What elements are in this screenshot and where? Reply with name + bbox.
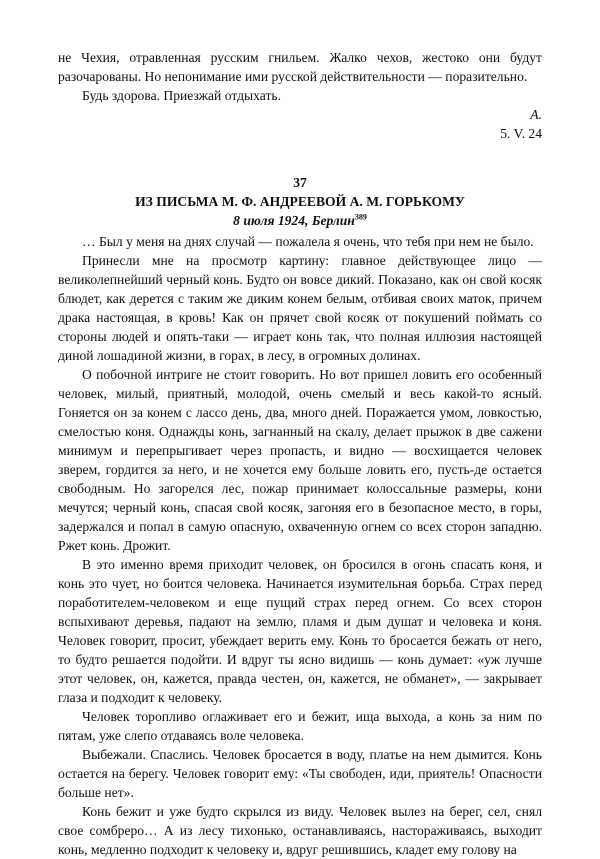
page-body [58, 48, 542, 859]
paragraph: Выбежали. Спаслись. Человек бросается в воду, платье на нем дымится. Конь остается на берегу. Человек говорит ему: «Ты свободен, иди, приятель! Опасности больше нет». [58, 747, 542, 800]
paragraph: О побочной интриге не стоит говорить. Но вот пришел ловить его особенный человек, милый, приятный, молодой, очень смелый и весь какой-то ясный. Гоняется он за конем с лассо день, два, много дней. Поражается умом, ловкостью, смелостью коня. Однажды конь, загнанный на скалу, делает прыжок в две сажени минимум и перепрыгивает через пропасть, и видно — восхищается человек зверем, гордится за него, и не хочется ему больше ловить его, пусть-де остается свободным. Но загорелся лес, пожар принимает колоссальные размеры, кони мечутся; черный конь, спасая свой косяк, загоняя его в безопасное место, в горы, задержался и попал в самую опасную, охваченную огнем со всех сторон западню. Ржет конь. Дрожит. [58, 367, 542, 553]
paragraph: В это именно время приходит человек, он бросился в огонь спасать коня, и конь это чует, но боится человека. Начинается изумительная борьба. Страх перед поработителем-человеком и еще пущий страх перед огнем. Со всех сторон вспыхивают деревья, падают на землю, пламя и дым душат и человека и коня. Человек говорит, просит, убеждает верить ему. Конь то бросается бежать от него, то будто решается подойти. И вдруг ты ясно видишь — конь думает: «уж лучше этот человек, он, кажется, правда честен, он, кажется, не обманет», — закрывает глаза и подходит к человеку. [58, 557, 542, 705]
paragraph: Человек торопливо оглаживает его и бежит, ища выхода, а конь за ним по пятам, уже слепо отдаваясь воле человека. [58, 709, 542, 743]
signature-initial: А. [530, 107, 542, 122]
dateline-text: 8 июля 1924, Берлин [233, 213, 355, 228]
paragraph: не Чехия, отравленная русским гнильем. Жалко чехов, жестоко они будут разочарованы. Но непонимание ими русской действительности — поразительно. [58, 50, 542, 84]
paragraph: Будь здорова. Приезжай отдыхать. [82, 88, 281, 103]
previous-letter-ending [58, 48, 542, 143]
paragraph: Принесли мне на просмотр картину: главное действующее лицо — великолепнейший черный конь. Будто он вовсе дикий. Показано, как он свой косяк блюдет, как дерется с таким же диким конем белым, отбивая своих маток, причем драка настоящая, в кровь! Как он прячет свой косяк от покушений поймать со стороны людей и опять-таки — играет конь так, что полная иллюзия настоящей диной лошадиной жизни, в горах, в лесу, в огромных долинах. [58, 253, 542, 363]
letter-37 [58, 173, 542, 859]
letter-number: 37 [293, 175, 307, 190]
letter-dateline [58, 211, 542, 230]
footnote-reference[interactable]: 389 [354, 212, 367, 222]
paragraph: … Был у меня на днях случай — пожалела я очень, что тебя при нем не было. [82, 234, 534, 249]
signature-date: 5. V. 24 [500, 126, 542, 141]
letter-heading [58, 173, 542, 230]
letter-title: ИЗ ПИСЬМА М. Ф. АНДРЕЕВОЙ А. М. ГОРЬКОМУ [135, 194, 465, 209]
paragraph: Конь бежит и уже будто скрылся из виду. Человек вылез на берег, сел, снял свое сомбреро… А из лесу тихонько, останавливаясь, настораживаясь, выходит конь, медленно подходит к человеку и, вдруг решившись, кладет ему голову на [58, 804, 542, 857]
